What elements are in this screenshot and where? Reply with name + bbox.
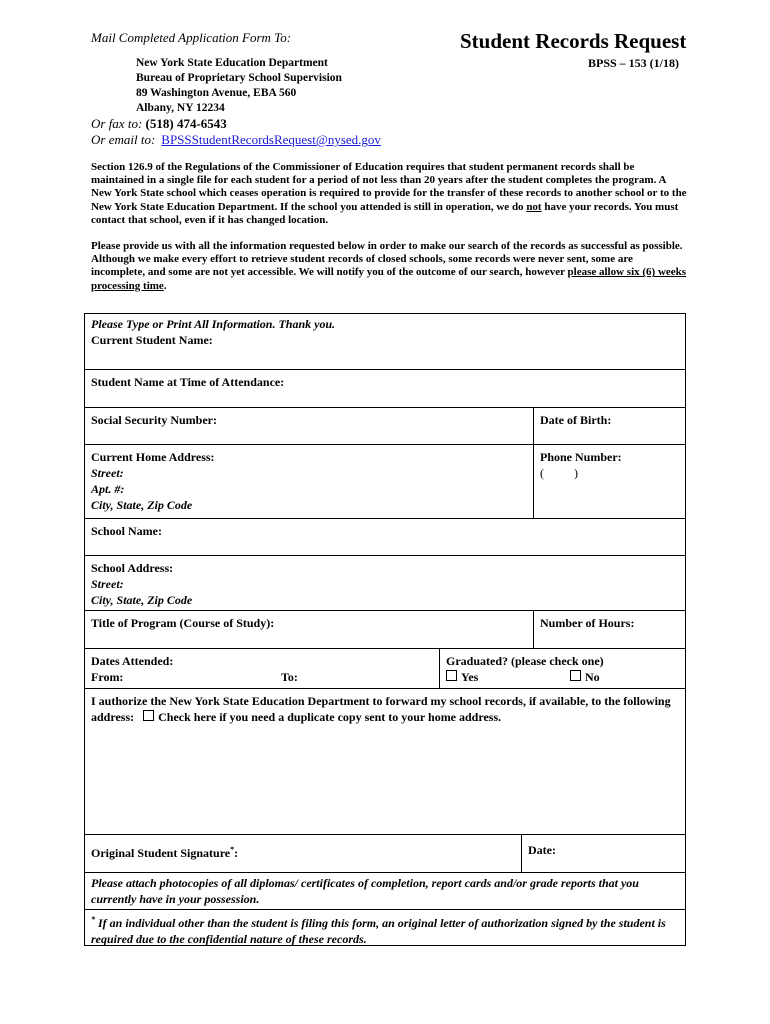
field-label-colon: : — [234, 846, 239, 860]
address-line: Albany, NY 12234 — [136, 102, 225, 114]
current-student-name-field[interactable]: Current Student Name: — [91, 333, 213, 347]
option-label: No — [585, 670, 600, 684]
intro-paragraph-2 — [91, 240, 687, 293]
school-name-row — [85, 519, 685, 556]
address-line: New York State Education Department — [136, 57, 328, 69]
program-title-field[interactable] — [85, 611, 533, 648]
attach-note: Please attach photocopies of all diplomas/ certificates of completion, report cards and/or grade reports that you currently have in your possession. — [91, 876, 639, 906]
ssn-field[interactable] — [85, 408, 533, 444]
dob-field[interactable] — [533, 408, 685, 444]
field-label: Current Home Address: — [91, 450, 215, 464]
street-label: Street: — [91, 577, 124, 591]
field-label: Phone Number: — [540, 450, 622, 464]
intro-text: . — [163, 279, 167, 292]
footnote — [85, 910, 685, 946]
fax-number: (518) 474-6543 — [145, 116, 227, 131]
authorization-row — [85, 689, 685, 835]
field-label: Original Student Signature — [91, 846, 231, 860]
option-label: Yes — [461, 670, 479, 684]
field-label: School Address: — [91, 561, 174, 575]
address-line: Bureau of Proprietary School Supervision — [136, 72, 342, 84]
checkbox-icon[interactable] — [570, 670, 581, 681]
mailing-address — [136, 56, 342, 116]
ssn-row — [85, 408, 685, 445]
field-label: School Name: — [91, 524, 162, 538]
contact-block — [91, 116, 381, 148]
attach-note-row — [85, 873, 685, 910]
city-state-zip-label: City, State, Zip Code — [91, 593, 193, 607]
field-label: Title of Program (Course of Study): — [91, 616, 275, 630]
signature-field[interactable] — [85, 835, 521, 872]
field-label: Dates Attended: — [91, 654, 174, 668]
attendance-name-field[interactable] — [85, 370, 685, 407]
checkbox-icon[interactable] — [446, 670, 457, 681]
date-field[interactable] — [521, 835, 685, 872]
street-label: Street: — [91, 466, 124, 480]
from-label: From: — [91, 670, 124, 684]
footnote-text: If an individual other than the student is filing this form, an original letter of authorization signed by the student is required due to the confidential nature of these records. — [91, 916, 666, 946]
email-link[interactable]: BPSSStudentRecordsRequest@nysed.gov — [161, 132, 381, 147]
not-emphasis: not — [526, 200, 542, 213]
current-name-row — [85, 314, 685, 370]
email-label: Or email to: — [91, 132, 156, 147]
authorization-field[interactable] — [85, 689, 685, 834]
field-label: Graduated? (please check one) — [446, 654, 604, 668]
duplicate-copy-label: Check here if you need a duplicate copy sent to your home address. — [158, 710, 502, 724]
field-label: Social Security Number: — [91, 413, 217, 427]
field-label: Number of Hours: — [540, 616, 635, 630]
dates-attended-field[interactable] — [85, 649, 439, 688]
field-label: Date of Birth: — [540, 413, 612, 427]
phone-area-code: ( ) — [540, 466, 578, 480]
phone-field[interactable] — [533, 445, 685, 518]
fax-label: Or fax to: — [91, 116, 143, 131]
intro-paragraph-1 — [91, 161, 687, 227]
mail-to-label: Mail Completed Application Form To: — [91, 30, 292, 45]
home-address-field[interactable] — [85, 445, 533, 518]
home-address-row — [85, 445, 685, 519]
field-label: Date: — [528, 843, 556, 857]
field-label: Student Name at Time of Attendance: — [91, 375, 285, 389]
yes-option[interactable] — [446, 670, 478, 684]
no-option[interactable] — [570, 669, 600, 685]
form-instruction: Please Type or Print All Information. Thank you. — [91, 317, 336, 331]
to-label: To: — [281, 670, 298, 684]
address-line: 89 Washington Avenue, EBA 560 — [136, 87, 297, 99]
processing-time-note: please allow six (6) weeks processing time — [91, 266, 687, 292]
authorization-text: I authorize the New York State Education Department to forward my school records, if available, to the following address: — [91, 694, 671, 724]
footnote-marker: * — [91, 915, 95, 924]
school-name-field[interactable] — [85, 519, 685, 555]
page-title: Student Records Request — [460, 29, 687, 53]
program-row — [85, 611, 685, 649]
attendance-name-row — [85, 370, 685, 408]
hours-field[interactable] — [533, 611, 685, 648]
graduated-field — [439, 649, 685, 688]
footnote-row — [85, 910, 685, 946]
school-address-field[interactable] — [85, 556, 685, 610]
apt-label: Apt. #: — [91, 482, 125, 496]
intro-text: Please provide us with all the information requested below in order to make our search of the records as successful as possible. Although we make every effort to retrieve student records of closed schools, some records were never sent, some are incomplete, and some are not yet accessible. We will notify you of the outcome of our search, however — [91, 240, 683, 279]
intro-text: have your records. You must contact that school, even if it has changed location. — [91, 200, 679, 226]
school-address-row — [85, 556, 685, 611]
signature-row — [85, 835, 685, 873]
city-state-zip-label: City, State, Zip Code — [91, 498, 193, 512]
dates-row — [85, 649, 685, 689]
footnote-marker: * — [230, 845, 235, 854]
intro-text: Section 126.9 of the Regulations of the Commissioner of Education requires that student permanent records shall be maintained in a single file for each student for a period of not less than 20 years after the student completes the program. A New York State school which ceases operation is required to provide for the transfer of these records to another school or to the New York State Education Department. If the school you attended is still in operation, we do — [91, 161, 687, 213]
request-form — [84, 313, 686, 946]
duplicate-checkbox-icon[interactable] — [143, 710, 154, 721]
form-number: BPSS – 153 (1/18) — [588, 56, 680, 70]
